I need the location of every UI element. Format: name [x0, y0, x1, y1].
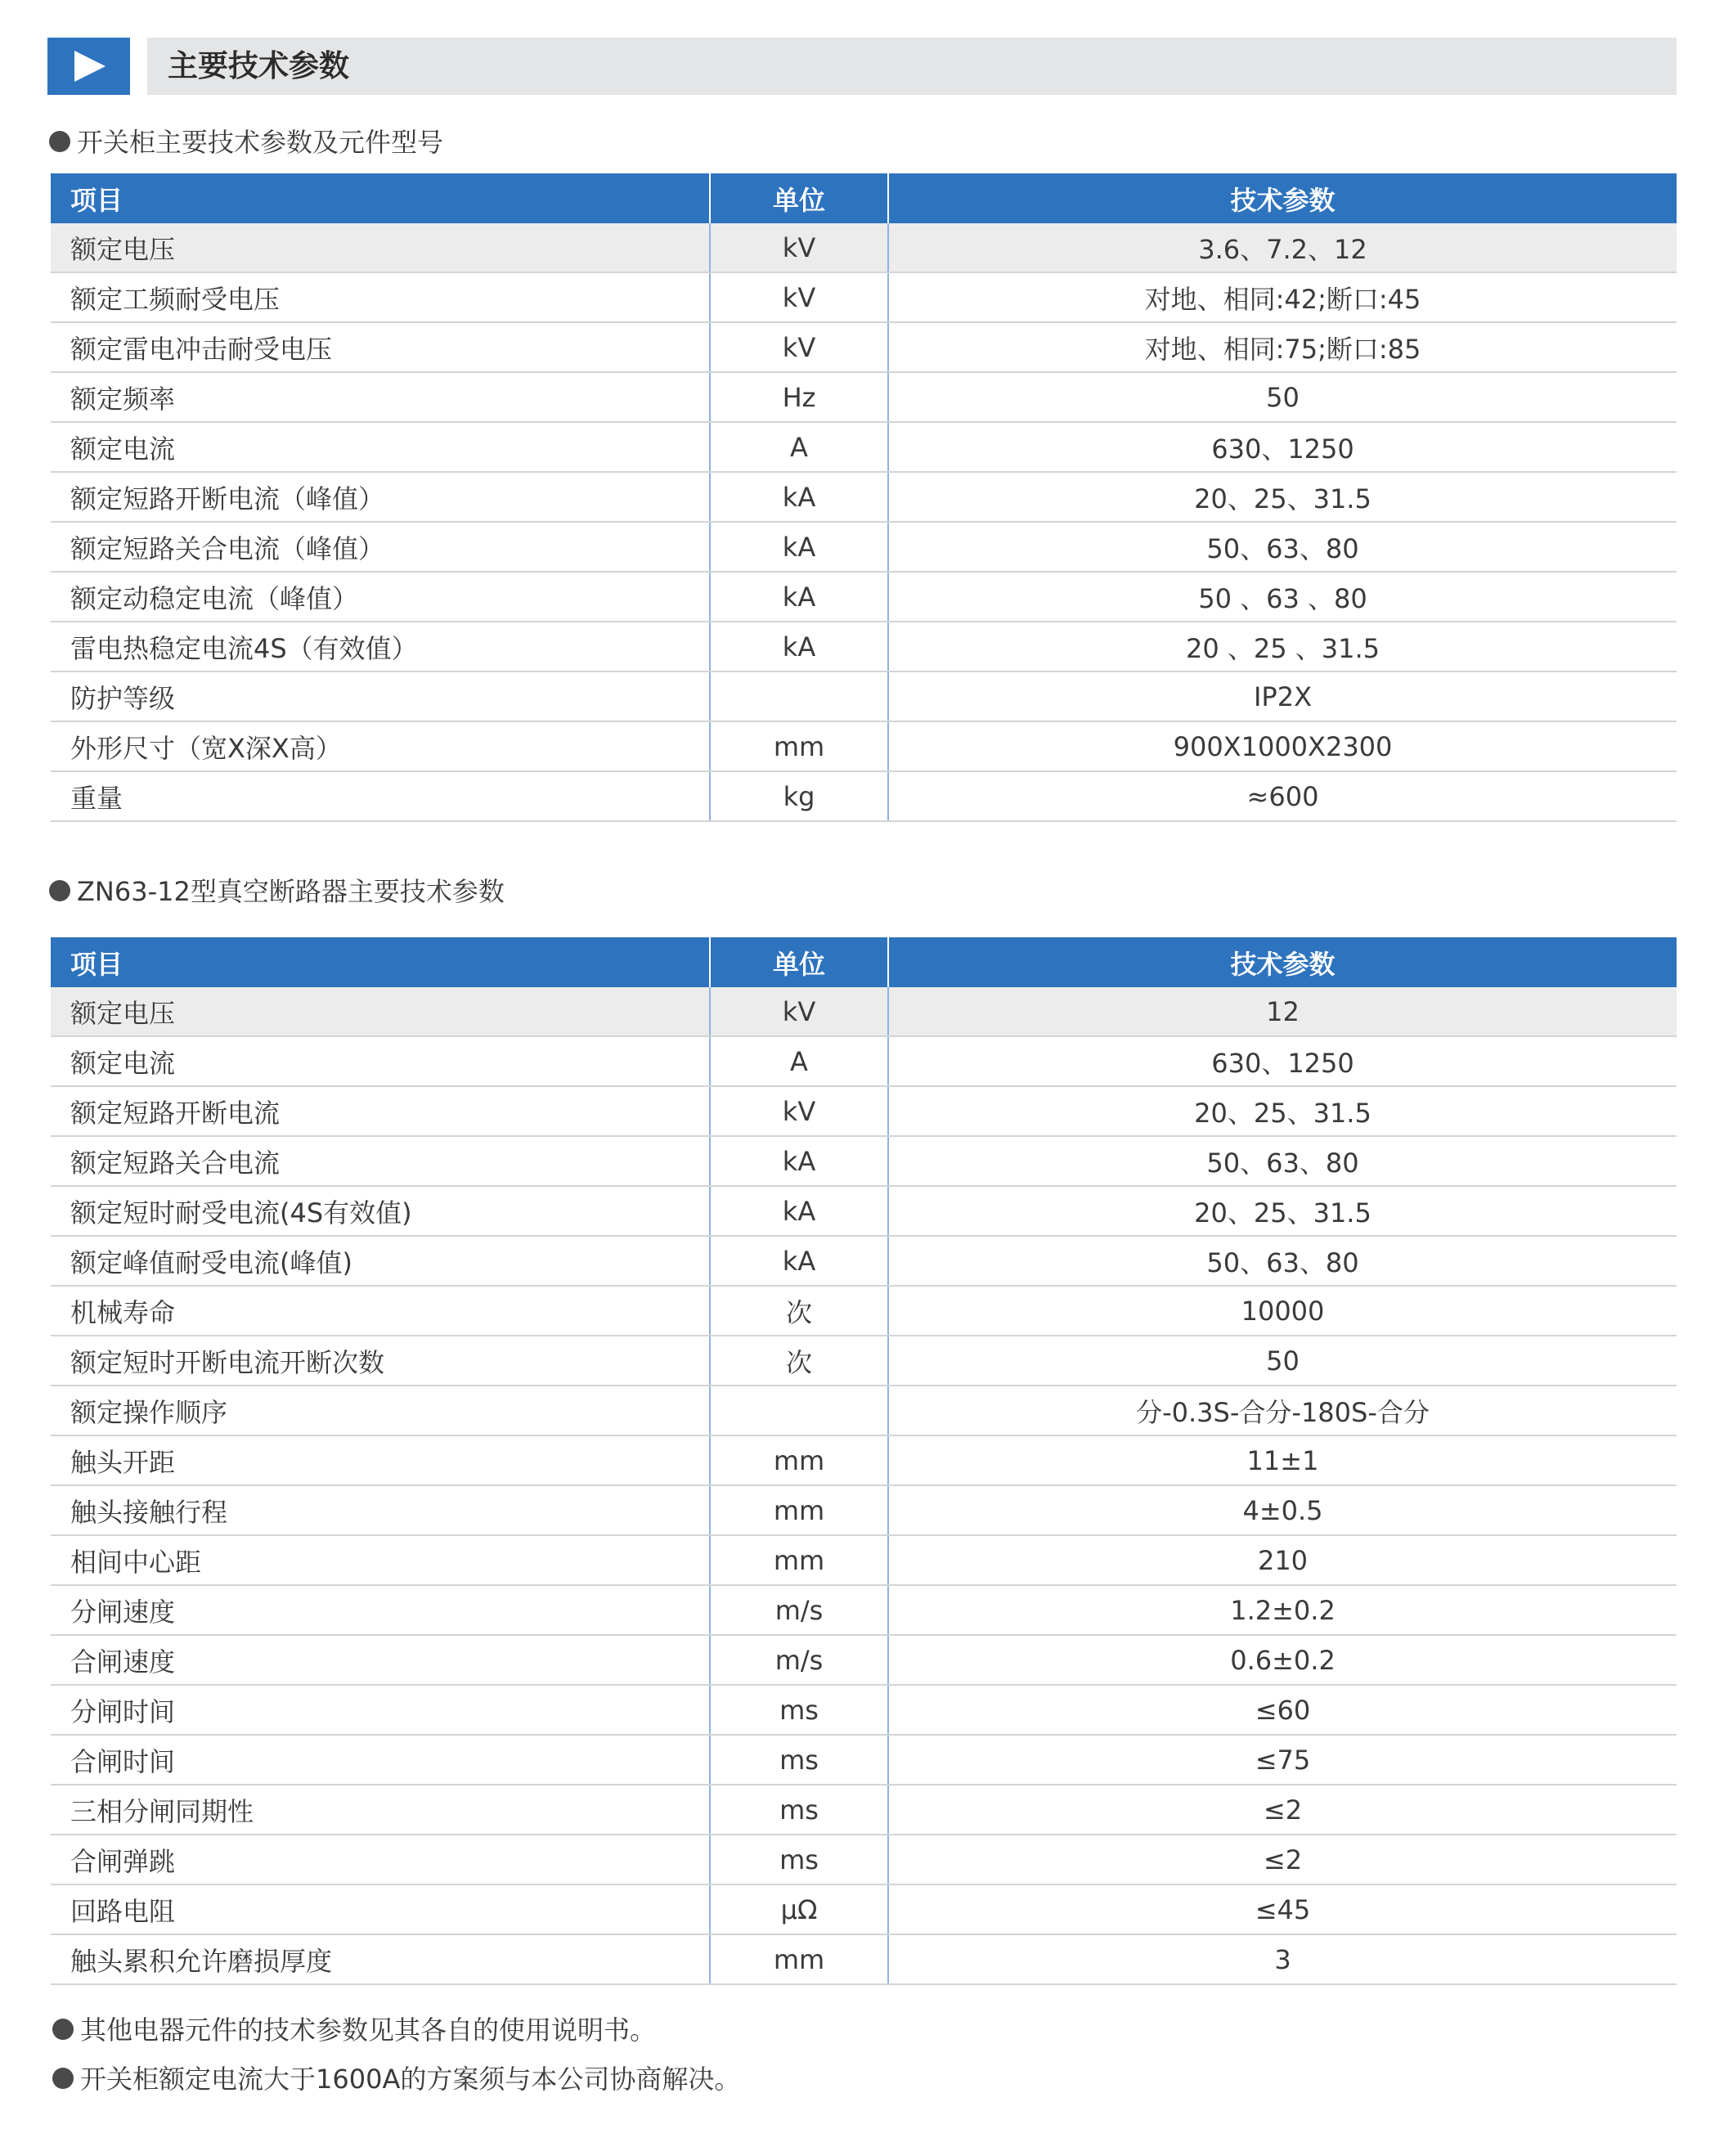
cell-unit: mm: [710, 1435, 888, 1485]
cell-value: ≈600: [888, 771, 1677, 821]
note-2: [52, 2063, 740, 2095]
table-row: [51, 1735, 1677, 1785]
cell-unit: mm: [710, 721, 888, 771]
cell-item: 额定短时开断电流开断次数: [51, 1336, 710, 1386]
table-row: [51, 771, 1677, 821]
table-row: [51, 1086, 1677, 1136]
cell-value: IP2X: [888, 672, 1677, 721]
cell-unit: kV: [710, 322, 888, 372]
table-row: [51, 622, 1677, 672]
cell-item: 额定雷电冲击耐受电压: [51, 322, 710, 372]
table-row: [51, 1186, 1677, 1236]
cell-item: 触头接触行程: [51, 1485, 710, 1535]
cell-unit: kV: [710, 987, 888, 1036]
bullet-dot-icon: [49, 131, 70, 152]
column-header-unit: 单位: [710, 173, 888, 223]
table-row: [51, 672, 1677, 721]
cell-item: 分闸时间: [51, 1685, 710, 1735]
page-title: 主要技术参数: [168, 48, 349, 83]
column-header-item: 项目: [51, 173, 710, 223]
cell-unit: kA: [710, 1186, 888, 1236]
table-header-row: [51, 173, 1677, 223]
table-row: [51, 1934, 1677, 1984]
cell-value: 50: [888, 1336, 1677, 1386]
cell-unit: mm: [710, 1934, 888, 1984]
cell-item: 额定短路开断电流（峰值）: [51, 472, 710, 522]
note-2-text: 开关柜额定电流大于1600A的方案须与本公司协商解决。: [80, 2064, 741, 2095]
cell-item: 重量: [51, 771, 710, 821]
column-header-item: 项目: [51, 937, 710, 987]
table-row: [51, 1435, 1677, 1485]
column-header-value: 技术参数: [888, 937, 1677, 987]
cell-value: 11±1: [888, 1435, 1677, 1485]
cell-value: 10000: [888, 1286, 1677, 1336]
cell-unit: kA: [710, 622, 888, 672]
cell-item: 合闸弹跳: [51, 1835, 710, 1884]
cell-unit: ms: [710, 1785, 888, 1835]
cell-unit: A: [710, 1036, 888, 1086]
cell-item: 额定短路关合电流: [51, 1136, 710, 1186]
cell-item: 触头开距: [51, 1435, 710, 1485]
cell-value: 630、1250: [888, 1036, 1677, 1086]
cell-value: ≤2: [888, 1835, 1677, 1884]
header-play-icon: [47, 38, 130, 95]
table-row: [51, 322, 1677, 372]
cell-value: 20、25、31.5: [888, 1186, 1677, 1236]
cell-item: 机械寿命: [51, 1286, 710, 1336]
table-row: [51, 272, 1677, 322]
cell-item: 防护等级: [51, 672, 710, 721]
cell-value: 50: [888, 372, 1677, 422]
bullet-dot-icon: [52, 2019, 74, 2040]
cell-unit: kA: [710, 522, 888, 572]
table-row: [51, 522, 1677, 572]
table-row: [51, 223, 1677, 272]
table-row: [51, 721, 1677, 771]
table-row: [51, 1835, 1677, 1884]
cell-unit: kV: [710, 1086, 888, 1136]
cell-item: 额定短路关合电流（峰值）: [51, 522, 710, 572]
table-row: [51, 372, 1677, 422]
cell-value: 对地、相同:75;断口:85: [888, 322, 1677, 372]
cell-unit: ms: [710, 1835, 888, 1884]
cell-unit: ms: [710, 1685, 888, 1735]
cell-value: 12: [888, 987, 1677, 1036]
table-row: [51, 472, 1677, 522]
table-row: [51, 1585, 1677, 1635]
cell-item: 分闸速度: [51, 1585, 710, 1635]
bullet-dot-icon: [49, 880, 70, 901]
cell-value: ≤45: [888, 1884, 1677, 1934]
header-bar: [147, 38, 1677, 95]
cell-value: 1.2±0.2: [888, 1585, 1677, 1635]
table-row: [51, 1336, 1677, 1386]
cell-unit: ms: [710, 1735, 888, 1785]
cell-item: 额定操作顺序: [51, 1386, 710, 1435]
cell-unit: A: [710, 422, 888, 472]
section2-heading-text: ZN63-12型真空断路器主要技术参数: [77, 876, 505, 907]
table-row: [51, 1785, 1677, 1835]
cell-unit: kV: [710, 223, 888, 272]
cell-unit: mm: [710, 1485, 888, 1535]
cell-value: 50 、63 、80: [888, 572, 1677, 622]
note-1: [52, 2014, 656, 2046]
cell-item: 额定峰值耐受电流(峰值): [51, 1236, 710, 1286]
table-row: [51, 1685, 1677, 1735]
cell-item: 额定电流: [51, 1036, 710, 1086]
breaker-spec-table: [51, 937, 1677, 1985]
cell-value: ≤75: [888, 1735, 1677, 1785]
section2-heading: [49, 875, 505, 908]
note-1-text: 其他电器元件的技术参数见其各自的使用说明书。: [80, 2015, 657, 2046]
cell-item: 雷电热稳定电流4S（有效值）: [51, 622, 710, 672]
section1-heading-text: 开关柜主要技术参数及元件型号: [77, 127, 444, 158]
table-row: [51, 1036, 1677, 1086]
cell-value: 对地、相同:42;断口:45: [888, 272, 1677, 322]
switchgear-spec-table: [51, 173, 1677, 822]
cell-unit: m/s: [710, 1635, 888, 1685]
cell-value: 900X1000X2300: [888, 721, 1677, 771]
column-header-value: 技术参数: [888, 173, 1677, 223]
cell-item: 额定短路开断电流: [51, 1086, 710, 1136]
column-header-unit: 单位: [710, 937, 888, 987]
cell-value: 4±0.5: [888, 1485, 1677, 1535]
table-row: [51, 1286, 1677, 1336]
cell-item: 额定电压: [51, 223, 710, 272]
cell-value: 3.6、7.2、12: [888, 223, 1677, 272]
cell-unit: 次: [710, 1336, 888, 1386]
cell-value: 0.6±0.2: [888, 1635, 1677, 1685]
cell-value: 630、1250: [888, 422, 1677, 472]
cell-item: 额定频率: [51, 372, 710, 422]
cell-item: 额定电流: [51, 422, 710, 472]
table-header-row: [51, 937, 1677, 987]
cell-unit: kA: [710, 572, 888, 622]
table-row: [51, 422, 1677, 472]
cell-value: 20 、25 、31.5: [888, 622, 1677, 672]
cell-unit: 次: [710, 1286, 888, 1336]
cell-item: 合闸时间: [51, 1735, 710, 1785]
cell-unit: kA: [710, 472, 888, 522]
table-row: [51, 1535, 1677, 1585]
cell-value: ≤60: [888, 1685, 1677, 1735]
table-row: [51, 1635, 1677, 1685]
cell-item: 额定短时耐受电流(4S有效值): [51, 1186, 710, 1236]
cell-item: 外形尺寸（宽X深X高）: [51, 721, 710, 771]
cell-item: 触头累积允许磨损厚度: [51, 1934, 710, 1984]
table-row: [51, 1136, 1677, 1186]
cell-value: 20、25、31.5: [888, 472, 1677, 522]
cell-value: 分-0.3S-合分-180S-合分: [888, 1386, 1677, 1435]
cell-unit: mm: [710, 1535, 888, 1585]
cell-value: 50、63、80: [888, 1136, 1677, 1186]
table-row: [51, 1884, 1677, 1934]
table-row: [51, 987, 1677, 1036]
table-row: [51, 572, 1677, 622]
cell-value: 3: [888, 1934, 1677, 1984]
cell-unit: Hz: [710, 372, 888, 422]
cell-unit: m/s: [710, 1585, 888, 1635]
cell-value: ≤2: [888, 1785, 1677, 1835]
cell-unit: kA: [710, 1236, 888, 1286]
cell-unit: [710, 1386, 888, 1435]
cell-item: 合闸速度: [51, 1635, 710, 1685]
cell-value: 50、63、80: [888, 522, 1677, 572]
bullet-dot-icon: [52, 2068, 74, 2089]
cell-value: 210: [888, 1535, 1677, 1585]
cell-item: 回路电阻: [51, 1884, 710, 1934]
cell-unit: [710, 672, 888, 721]
table-row: [51, 1485, 1677, 1535]
table-row: [51, 1386, 1677, 1435]
cell-unit: kA: [710, 1136, 888, 1186]
cell-unit: kV: [710, 272, 888, 322]
cell-unit: μΩ: [710, 1884, 888, 1934]
cell-item: 三相分闸同期性: [51, 1785, 710, 1835]
cell-unit: kg: [710, 771, 888, 821]
cell-item: 额定动稳定电流（峰值）: [51, 572, 710, 622]
cell-item: 额定工频耐受电压: [51, 272, 710, 322]
section1-heading: [49, 126, 443, 159]
table-row: [51, 1236, 1677, 1286]
cell-value: 50、63、80: [888, 1236, 1677, 1286]
cell-item: 额定电压: [51, 987, 710, 1036]
cell-item: 相间中心距: [51, 1535, 710, 1585]
cell-value: 20、25、31.5: [888, 1086, 1677, 1136]
